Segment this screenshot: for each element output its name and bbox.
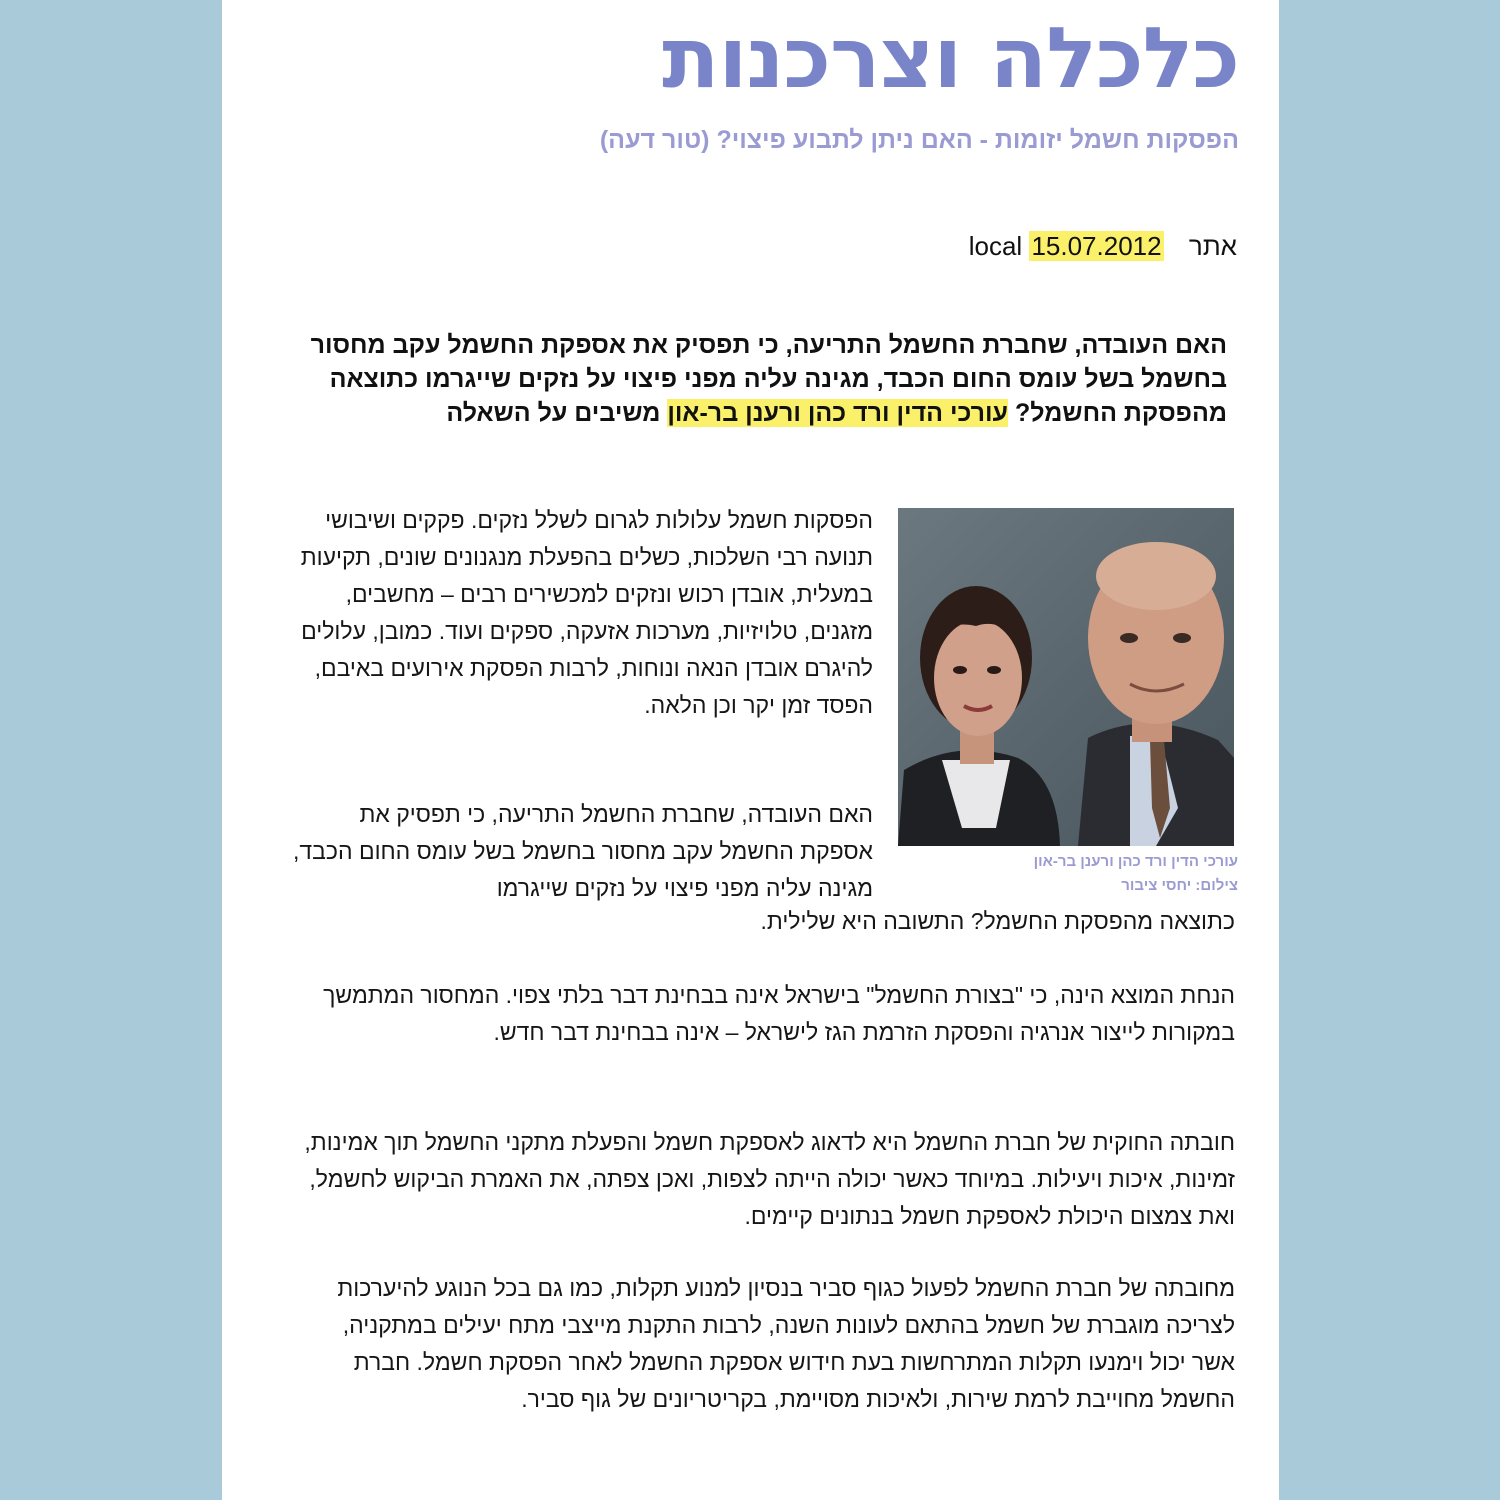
source-name: אתר local [968, 231, 1237, 261]
article-lead [297, 328, 1227, 430]
authors-photo-image [898, 508, 1234, 846]
paragraph-1: הפסקות חשמל עלולות לגרום לשלל נזקים. פקקים ושיבושי תנועה רבי השלכות, כשלים בהפעלת מנגנונים שונים, תקיעות במעלית, אובדן רכוש ונזקים למכשירים רבים – מחשבים, מזגנים, טלויזיות, מערכות אזעקה, ספקים ועוד. כמובן, עלולים להיגרם אובדן הנאה ונוחות, לרבות הפסקת אירועים באיבם, הפסד זמן יקר וכן הלאה. [300, 507, 873, 718]
publish-date: 15.07.2012 [1031, 231, 1162, 261]
paragraph-4: חובתה החוקית של חברת החשמל היא לדאוג לאספקת חשמל והפעלת מתקני החשמל תוך אמינות, זמינות, איכות ויעילות. במיוחד כאשר יכולה הייתה לצפות, ואכן צפתה, את האמרת הביקוש לחשמל, ואת צמצום היכולת לאספקת חשמל בנתונים קיימים. [304, 1129, 1235, 1229]
page-title: כלכלה וצרכנות [662, 9, 1239, 107]
article-subtitle: הפסקות חשמל יזומות - האם ניתן לתבוע פיצוי? (טור דעה) [599, 126, 1239, 154]
lead-highlighted-authors: עורכי הדין ורד כהן ורענן בר-און [667, 399, 1009, 427]
paragraph-5: מחובתה של חברת החשמל לפעול כגוף סביר בנסיון למנוע תקלות, כמו גם בכל הנוגע להיערכות לצריכה מוגברת של חשמל בהתאם לעונות השנה, לרבות התקנת מייצבי מתח יעילים במתקניה, אשר יכול וימנעו תקלות המתרחשות בעת חידוש אספקת החשמל לאחר הפסקת חשמל. חברת החשמל מחוייבת לרמת שירות, ולאיכות מסויימת, בקריטריונים של גוף סביר. [337, 1275, 1235, 1412]
paragraph-2-column: האם העובדה, שחברת החשמל התריעה, כי תפסיק את אספקת החשמל עקב מחסור בחשמל בשל עומס החום הכבד, מגינה עליה מפני פיצוי על נזקים שייגרמו [293, 801, 873, 901]
photo-credit: צילום: יחסי ציבור [1121, 877, 1238, 894]
article-page [222, 0, 1279, 1500]
paragraph-3: הנחת המוצא הינה, כי "בצורת החשמל" בישראל אינה בבחינת דבר בלתי צפוי. המחסור המתמשך במקורות לייצור אנרגיה והפסקת הזרמת הגז לישראל – אינה בבחינת דבר חדש. [323, 982, 1235, 1045]
source-line [537, 228, 1237, 264]
photo-caption-names: עורכי הדין ורד כהן ורענן בר-און [1033, 853, 1238, 870]
lead-text-start: האם העובדה, שחברת החשמל התריעה, כי תפסיק את אספקת החשמל עקב מחסור בחשמל בשל עומס החום הכבד, מגינה עליה מפני פיצוי על נזקים שייגרמו כתוצאה מהפסקת החשמל? [310, 331, 1227, 427]
paragraph-2-continued: כתוצאה מהפסקת החשמל? התשובה היא שלילית. [760, 908, 1235, 934]
lead-text-end: משיבים על השאלה [446, 399, 668, 427]
photo-caption [898, 850, 1238, 898]
authors-photo [898, 508, 1234, 846]
